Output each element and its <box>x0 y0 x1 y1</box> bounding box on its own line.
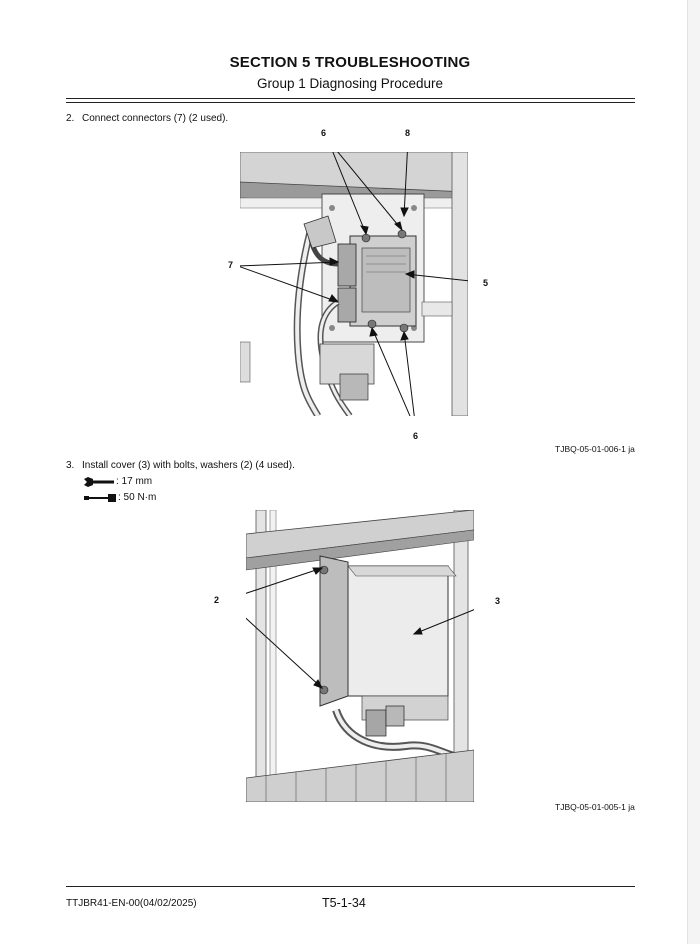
wrench-size: : 17 mm <box>116 476 153 487</box>
callout-3: 3 <box>495 596 501 606</box>
figure-caption: TJBQ-05-01-006-1 ja <box>555 444 635 454</box>
figure-caption: TJBQ-05-01-005-1 ja <box>555 802 635 812</box>
step-text: Connect connectors (7) (2 used). <box>82 113 229 124</box>
figure-connector-install <box>240 152 468 416</box>
callout-6-bottom: 6 <box>413 431 419 441</box>
torque-value: : 50 N·m <box>118 492 157 503</box>
callout-6-top: 6 <box>321 128 327 138</box>
header-rule <box>66 98 635 99</box>
group-title: Group 1 Diagnosing Procedure <box>256 76 444 91</box>
wrench-icon <box>84 477 114 487</box>
callout-2: 2 <box>214 595 220 605</box>
document-id: TTJBR41-EN-00(04/02/2025) <box>66 898 197 909</box>
connector-illustration <box>240 152 468 416</box>
step-text: Install cover (3) with bolts, washers (2) (4 used). <box>82 460 295 471</box>
figure-cover-install <box>246 510 474 802</box>
wrench-size-spec <box>84 476 152 487</box>
callout-5: 5 <box>483 278 489 288</box>
callout-8: 8 <box>405 128 411 138</box>
cover-illustration <box>246 510 474 802</box>
callout-7: 7 <box>228 260 234 270</box>
header-rule-thin <box>66 102 635 103</box>
step-number: 3. <box>66 460 75 471</box>
page-number: T5-1-34 <box>322 896 366 910</box>
step-number: 2. <box>66 113 75 124</box>
torque-spec <box>84 492 156 503</box>
step-3 <box>66 460 295 471</box>
section-title: SECTION 5 TROUBLESHOOTING <box>229 54 471 71</box>
footer-rule <box>66 886 635 887</box>
step-2 <box>66 113 228 124</box>
torque-wrench-icon <box>84 493 116 503</box>
page-edge <box>687 0 700 944</box>
